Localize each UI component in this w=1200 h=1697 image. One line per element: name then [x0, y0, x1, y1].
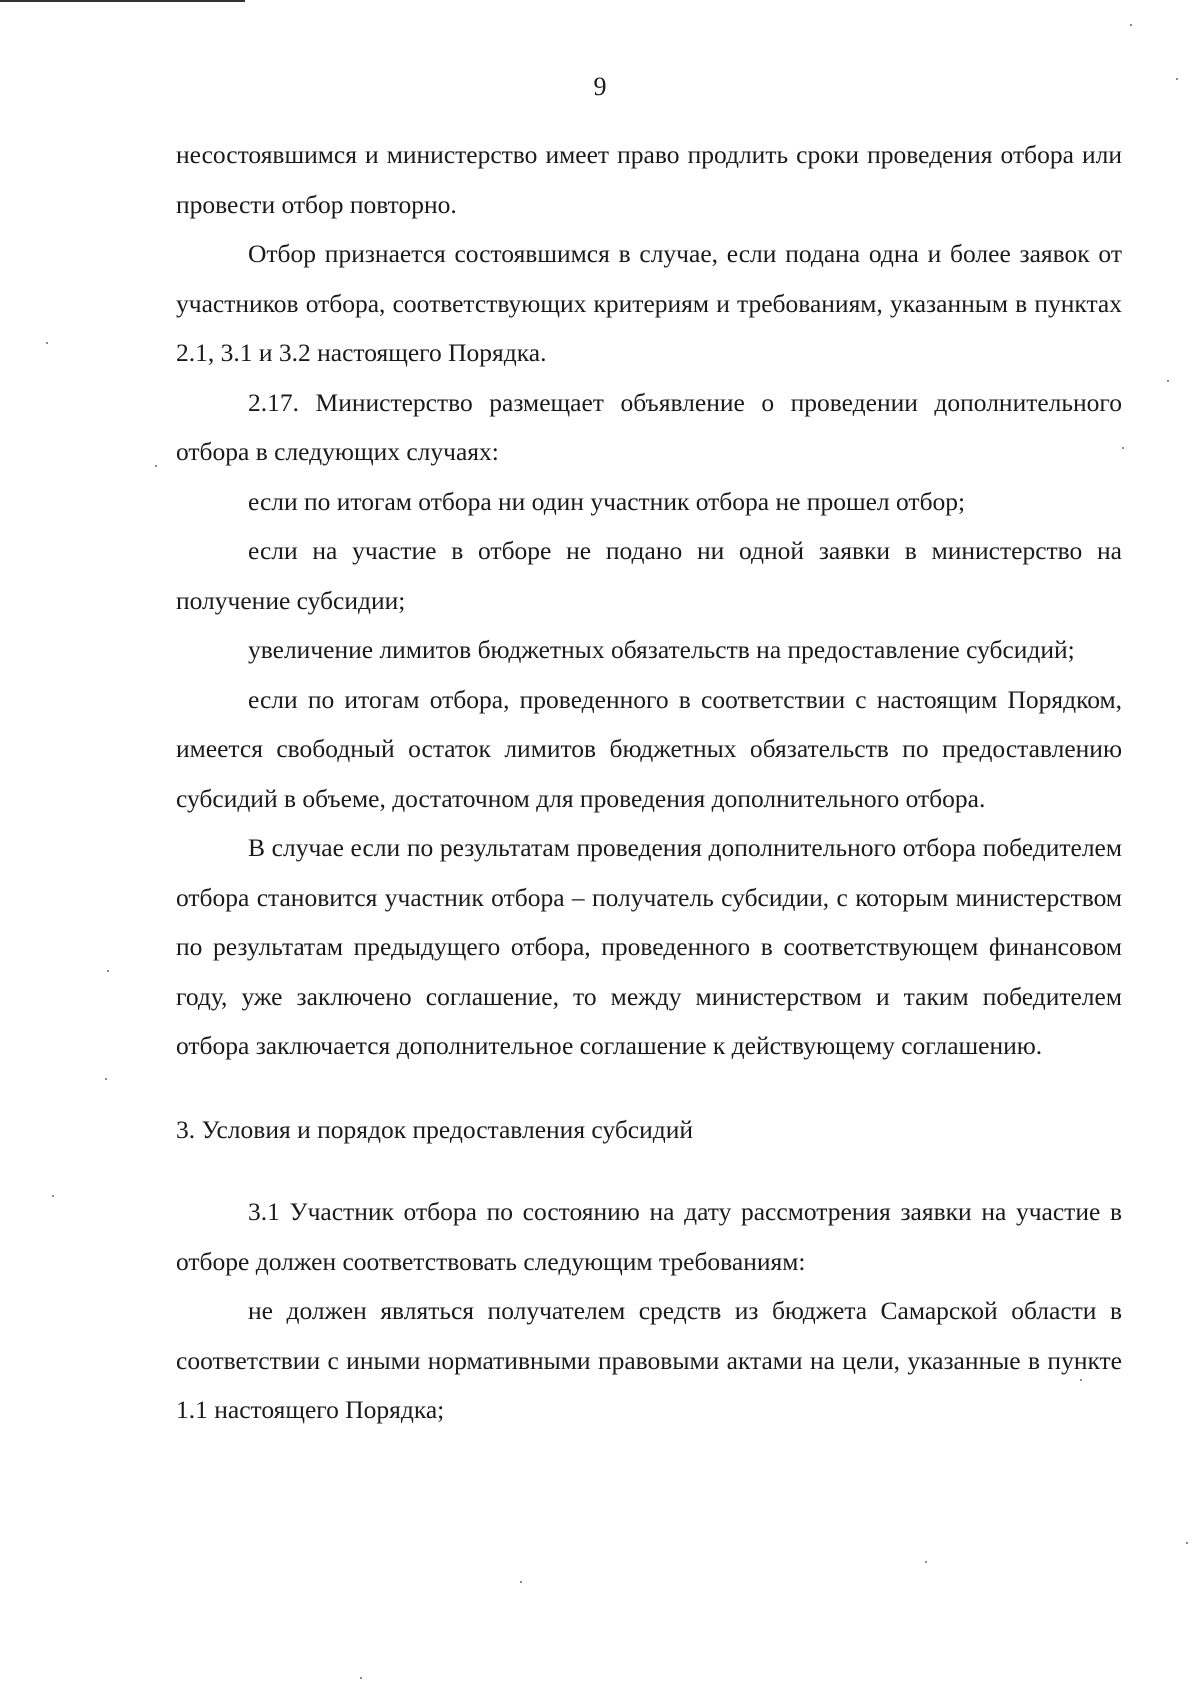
list-item: если по итогам отбора, проведенного в соответствии с настоящим Порядком, имеется свободный остаток лимитов бюджетных обязательств по предоставлению субсидий в объеме, достаточном для проведения дополнительного отбора. — [176, 684, 1122, 813]
scan-speck — [107, 970, 109, 972]
scan-speck — [1186, 1542, 1188, 1544]
paragraph-clause-3-1: 3.1 Участник отбора по состоянию на дату рассмотрения заявки на участие в отборе должен соответствовать следующим требованиям: — [176, 1197, 1122, 1276]
paragraph-continuation: несостоявшимся и министерство имеет право продлить сроки проведения отбора или провести отбор повторно. — [176, 140, 1122, 219]
section-heading: 3. Условия и порядок предоставления субсидий — [176, 1114, 694, 1144]
scan-speck — [925, 1561, 927, 1563]
scan-speck — [52, 1195, 54, 1197]
page-number: 9 — [593, 72, 607, 101]
scan-speck — [1122, 447, 1124, 449]
scan-speck — [1130, 24, 1132, 26]
scan-speck — [155, 465, 157, 467]
paragraph: Отбор признается состоявшимся в случае, если подана одна и более заявок от участников отбора, соответствующих критериям и требованиям, указанным в пунктах 2.1, 3.1 и 3.2 настоящего Порядка. — [176, 239, 1122, 367]
scan-speck — [360, 1677, 362, 1679]
paragraph: В случае если по результатам проведения дополнительного отбора победителем отбора становится участник отбора – получатель субсидии, с которым министерством по результатам предыдущего отбора, проведенного в соответствующем финансовом году, уже заключено соглашение, то между министерством и таким победителем отбора заключается дополнительное соглашение к действующему соглашению. — [176, 833, 1122, 1060]
paragraph: не должен являться получателем средств из бюджета Самарской области в соответствии с иными нормативными правовыми актами на цели, указанные в пункте 1.1 настоящего Порядка; — [176, 1296, 1122, 1424]
paragraph-clause-2-17: 2.17. Министерство размещает объявление о проведении дополнительного отбора в следующих случаях: — [176, 387, 1122, 466]
document-body — [176, 130, 1122, 1435]
scan-edge-rule — [0, 0, 245, 2]
scan-speck — [520, 1581, 522, 1583]
scan-speck — [1080, 1379, 1082, 1381]
scan-speck — [1176, 78, 1178, 80]
scan-speck — [105, 1078, 107, 1080]
list-item: если на участие в отборе не подано ни одной заявки в министерство на получение субсидии; — [176, 536, 1122, 615]
list-item: увеличение лимитов бюджетных обязательств на предоставление субсидий; — [248, 635, 1075, 664]
list-item: если по итогам отбора ни один участник отбора не прошел отбор; — [248, 486, 966, 516]
scan-speck — [1167, 380, 1169, 382]
scan-speck — [46, 342, 48, 344]
